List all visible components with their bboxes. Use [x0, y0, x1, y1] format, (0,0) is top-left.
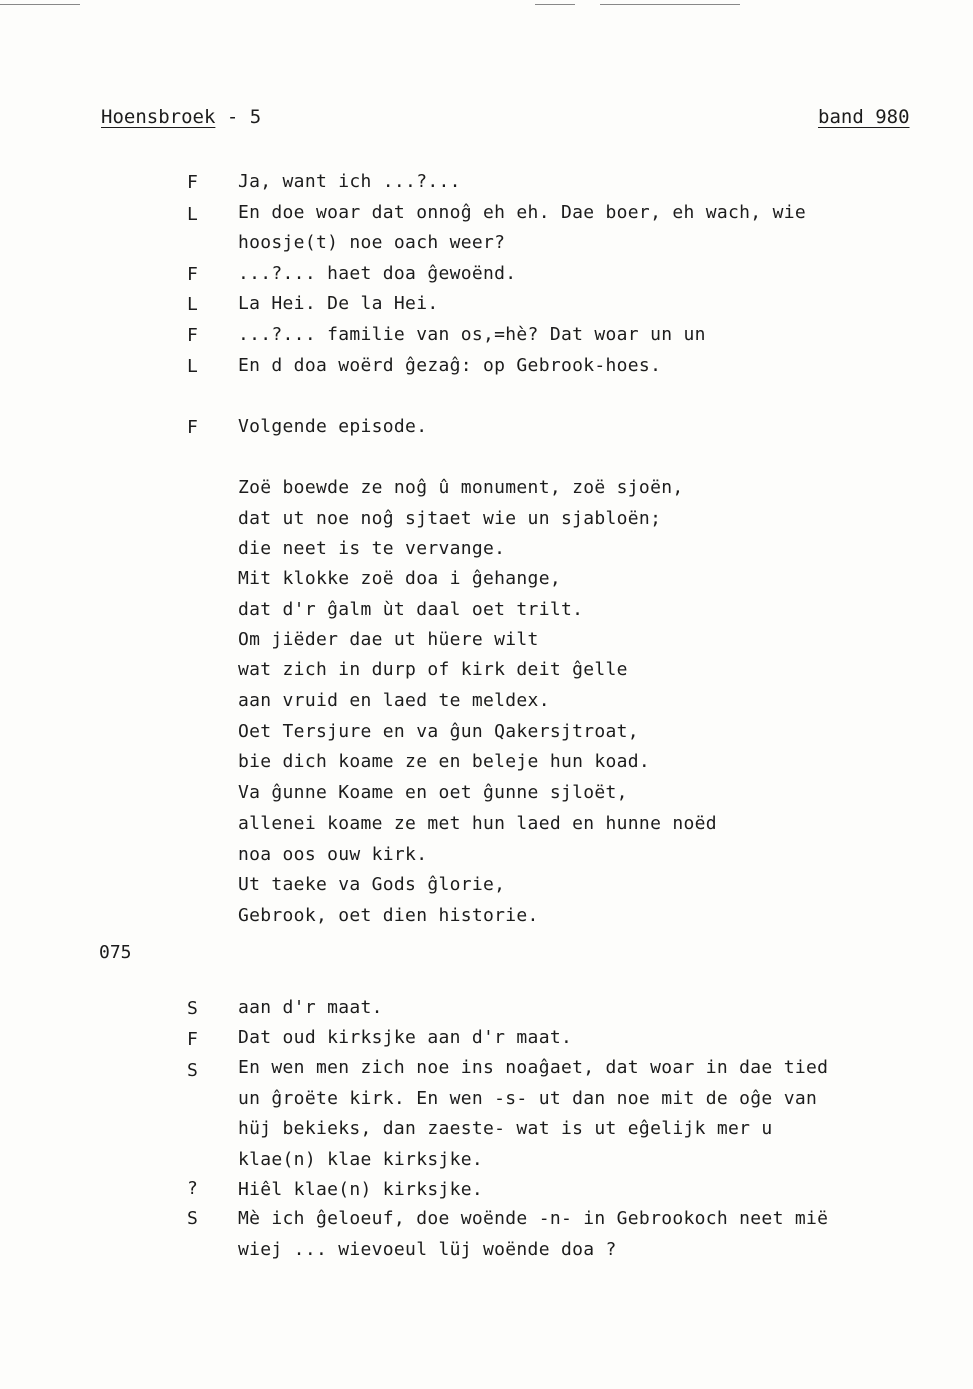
poem-line: Om jiëder dae ut hüere wilt [238, 629, 539, 650]
speaker-label: F [187, 417, 198, 438]
transcript-line: En d doa woërd ĝezaĝ: op Gebrook-hoes. [238, 355, 662, 376]
transcript-line: Volgende episode. [238, 416, 428, 437]
poem-line: wat zich in durp of kirk deit ĝelle [238, 659, 628, 680]
poem-line: aan vruid en laed te meldex. [238, 690, 550, 711]
speaker-label: F [187, 264, 198, 285]
transcript-line: Ja, want ich ...?... [238, 171, 461, 192]
poem-line: Oet Tersjure en va ĝun Qakersjtroat, [238, 721, 639, 742]
page-header-left [101, 106, 261, 128]
poem-line: dat d'r ĝalm ùt daal oet trilt. [238, 599, 584, 620]
page-header-right: band 980 [818, 106, 910, 128]
speaker-label: F [187, 1029, 198, 1050]
poem-line: dat ut noe noĝ sjtaet wie un sjabloën; [238, 508, 662, 529]
transcript-line: En doe woar dat onnoĝ eh eh. Dae boer, eh wach, wie [238, 202, 806, 223]
speaker-label: F [187, 172, 198, 193]
transcript-line: Hiêl klae(n) kirksjke. [238, 1179, 484, 1200]
transcript-line: ...?... haet doa ĝewoënd. [238, 263, 517, 284]
speaker-label: ? [187, 1178, 198, 1199]
speaker-label: F [187, 325, 198, 346]
transcript-line: Mè ich ĝeloeuf, doe woënde -n- in Gebrookoch neet mië [238, 1208, 829, 1229]
poem-line: die neet is te vervange. [238, 538, 506, 559]
header-place: Hoensbroek [101, 106, 216, 128]
speaker-label: S [187, 1060, 198, 1081]
speaker-label: L [187, 204, 198, 225]
transcript-line: La Hei. De la Hei. [238, 293, 439, 314]
transcript-line: wiej ... wievoeul lüj woënde doa ? [238, 1239, 617, 1260]
speaker-label: L [187, 294, 198, 315]
transcript-line: hoosje(t) noe oach weer? [238, 232, 506, 253]
poem-line: Va ĝunne Koame en oet ĝunne sjloët, [238, 782, 628, 803]
poem-line: bie dich koame ze en beleje hun koad. [238, 751, 651, 772]
transcript-line: aan d'r maat. [238, 997, 383, 1018]
transcript-line: Dat oud kirksjke aan d'r maat. [238, 1027, 573, 1048]
poem-line: Gebrook, oet dien historie. [238, 905, 539, 926]
tape-counter-marker: 075 [99, 942, 132, 963]
speaker-label: S [187, 1208, 198, 1229]
poem-line: Ut taeke va Gods ĝlorie, [238, 874, 506, 895]
transcript-line: klae(n) klae kirksjke. [238, 1149, 484, 1170]
transcript-line: En wen men zich noe ins noaĝaet, dat woar in dae tied [238, 1057, 829, 1078]
speaker-label: S [187, 998, 198, 1019]
poem-line: noa oos ouw kirk. [238, 844, 428, 865]
top-edge-rule [600, 4, 740, 5]
header-separator: - [215, 106, 250, 128]
transcript-line: ...?... familie van os,=hè? Dat woar un un [238, 324, 706, 345]
header-page-number: 5 [249, 106, 262, 128]
poem-line: Zoë boewde ze noĝ û monument, zoë sjoën, [238, 477, 684, 498]
transcript-line: hüj bekieks, dan zaeste- wat is ut eĝelijk mer u [238, 1118, 773, 1139]
top-edge-rule [535, 4, 575, 5]
speaker-label: L [187, 356, 198, 377]
top-edge-rule [0, 4, 80, 5]
poem-line: allenei koame ze met hun laed en hunne noëd [238, 813, 717, 834]
transcript-line: un ĝroëte kirk. En wen -s- ut dan noe mit de oĝe van [238, 1088, 818, 1109]
poem-line: Mit klokke zoë doa i ĝehange, [238, 568, 561, 589]
